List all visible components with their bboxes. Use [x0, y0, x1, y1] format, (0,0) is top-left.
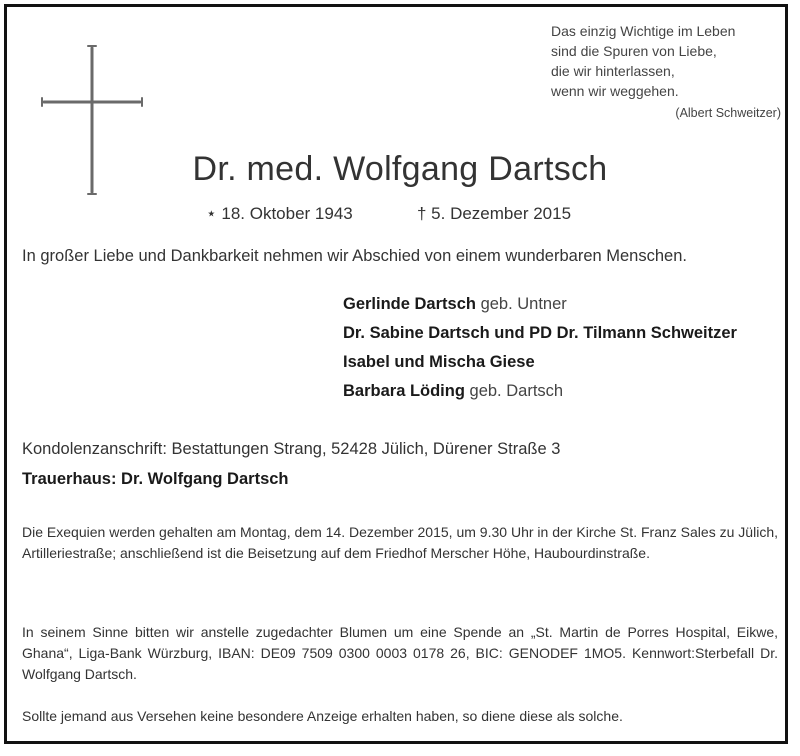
mourner-line	[343, 319, 737, 348]
mourner-line	[343, 348, 737, 377]
quote-line: sind die Spuren von Liebe,	[551, 43, 717, 59]
quote-author: (Albert Schweitzer)	[675, 106, 781, 120]
deceased-name: Dr. med. Wolfgang Dartsch	[192, 150, 608, 188]
birth-date: ⋆ 18. Oktober 1943	[206, 204, 353, 223]
mourners-list	[343, 290, 737, 406]
mourner-line	[343, 290, 737, 319]
mourner-note: geb. Untner	[480, 295, 567, 313]
quote-line: die wir hinterlassen,	[551, 63, 675, 79]
quote	[551, 21, 781, 123]
mourner-name: Gerlinde Dartsch	[343, 295, 476, 313]
condolence-address: Kondolenzanschrift: Bestattungen Strang, 52428 Jülich, Dürener Straße 3	[22, 440, 561, 458]
mourner-name: Isabel und Mischa Giese	[343, 353, 535, 371]
notice-paragraph: Sollte jemand aus Versehen keine besondere Anzeige erhalten haben, so diene diese als solche.	[22, 708, 623, 724]
mourner-name: Dr. Sabine Dartsch und PD Dr. Tilmann Schweitzer	[343, 324, 737, 342]
trauerhaus: Trauerhaus: Dr. Wolfgang Dartsch	[22, 470, 289, 488]
mourner-name: Barbara Löding	[343, 382, 465, 400]
mourner-line	[343, 377, 737, 406]
death-date: † 5. Dezember 2015	[417, 204, 572, 223]
farewell-text: In großer Liebe und Dankbarkeit nehmen wir Abschied von einem wunderbaren Menschen.	[22, 247, 687, 265]
service-paragraph: Die Exequien werden gehalten am Montag, dem 14. Dezember 2015, um 9.30 Uhr in der Kirche St. Franz Sales zu Jülich, Artilleriestraße; anschließend ist die Beisetzung auf dem Friedhof Merscher Höhe, Haubourdinstraße.	[22, 524, 778, 561]
mourner-note: geb. Dartsch	[469, 382, 564, 400]
quote-line: wenn wir weggehen.	[551, 83, 679, 99]
donation-paragraph: In seinem Sinne bitten wir anstelle zugedachter Blumen um eine Spende an „St. Martin de Porres Hospital, Eikwe, Ghana“, Liga-Bank Würzburg, IBAN: DE09 7509 0300 0003 0178 26, BIC: GENODEF 1MO5. Kennwort:Sterbefall Dr. Wolfgang Dartsch.	[22, 624, 778, 682]
quote-line: Das einzig Wichtige im Leben	[551, 23, 736, 39]
